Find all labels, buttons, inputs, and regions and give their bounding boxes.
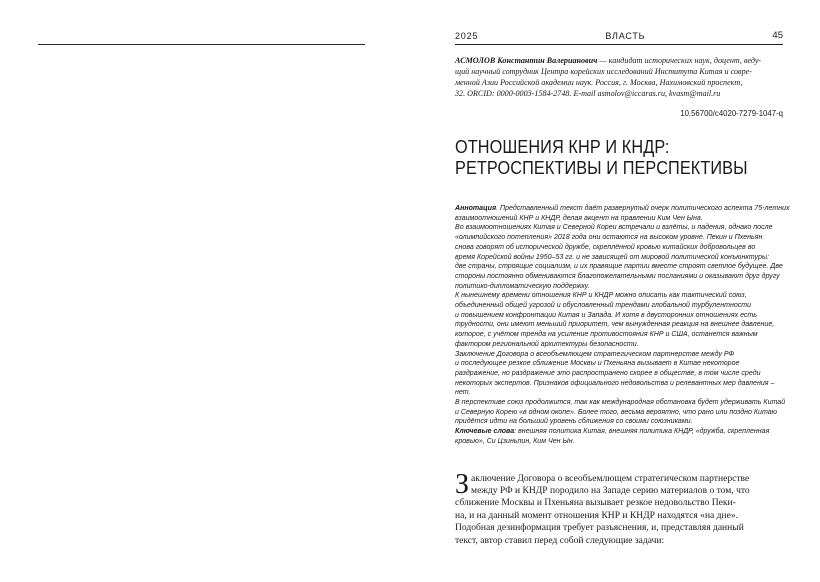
abstract-line: трудности, они имеют меньший приоритет, чем вынужденная реакция на внешнее давление, — [455, 321, 775, 329]
body-line: Подобная дезинформация требует разъяснения, и, представляя данный — [455, 522, 744, 534]
title-line: ОТНОШЕНИЯ КНР И КНДР: — [455, 136, 670, 157]
author-line: менной Азии Российской академии наук. Россия, г. Москва, Нахимовский проспект, — [455, 78, 743, 87]
keywords-line: кровью», Си Цзиньпин, Ким Чен Ын. — [455, 437, 575, 445]
abstract-line: раздражение, но раздражение это распространено скорее в обществе, в том числе среди — [455, 369, 761, 377]
body-line: сближение Москвы и Пхеньяна вызывает резкое недовольство Пеки- — [455, 497, 736, 509]
abstract-line: взаимоотношений КНР и КНДР, делая акцент на правлении Ким Чен Ына. — [455, 214, 703, 222]
abstract-line: политико-дипломатическую поддержку. — [455, 282, 590, 290]
body-line: текст, автор ставил перед собой следующие задачи: — [455, 534, 665, 546]
author-line: щий научный сотрудник Центра корейских исследований Института Китая и совре- — [455, 67, 752, 76]
journal-page — [455, 30, 790, 547]
article-body — [455, 468, 783, 547]
drop-cap: З — [455, 468, 470, 500]
abstract-line: В перспективе союз продолжится, так как международная обстановка будет удерживать Китай — [455, 399, 786, 407]
abstract-line: снова говорят об исторической дружбе, скреплённой кровью китайских добровольцев во — [455, 243, 756, 251]
header-journal: ВЛАСТЬ — [605, 31, 646, 41]
abstract-line: стороны постоянно обмениваются благопожелательными посланиями и оказывают друг другу — [455, 272, 780, 280]
abstract-line: и последующее резкое сближение Москвы и Пхеньяна вызывает в Китае некоторое — [455, 360, 740, 368]
article-title — [455, 136, 782, 178]
body-line: между РФ и КНДР породило на Западе серию материалов о том, что — [471, 484, 750, 496]
body-line: на, и на данный момент отношения КНР и КНДР находятся «на дне». — [455, 509, 739, 521]
abstract-line: некоторых экспертов. Признаков официального недовольства и релевантных мер давления – — [455, 379, 775, 387]
author-name: АСМОЛОВ Константин Валерианович — [455, 56, 598, 65]
header-page-number: 45 — [772, 30, 783, 41]
abstract-line: «олимпийского потепления» 2018 года они остаются на высоком уровне. Пекин и Пхеньян — [455, 234, 763, 242]
author-line: 32. ORCID: 0000-0003-1584-2748. E-mail asmolov@iccaras.ru, kvasm@mail.ru — [455, 89, 721, 98]
author-info — [455, 55, 783, 99]
abstract-line: две страны, строящие социализм, и их правящие партии вместе строят светлое будущее. Две — [455, 263, 783, 271]
header-year: 2025 — [455, 31, 479, 41]
abstract — [455, 204, 790, 447]
abstract-label: Аннотация — [455, 205, 497, 212]
body-line: аключение Договора о всеобъемлющем стратегическом партнерстве — [471, 472, 750, 484]
title-line: РЕТРОСПЕКТИВЫ И ПЕРСПЕКТИВЫ — [455, 157, 748, 178]
abstract-line: и повышением конфронтации Китая и Запада. И хотя в двусторонних отношениях есть — [455, 311, 758, 319]
abstract-line: придётся идти на больший уровень сближения со своими союзниками. — [455, 418, 693, 426]
abstract-line: фактором региональной архитектуры безопасности. — [455, 340, 639, 348]
keywords-line: : внешняя политика Китая, внешняя политика КНДР, «дружба, скрепленная — [514, 428, 770, 436]
left-page-rule — [38, 44, 365, 45]
abstract-line: и Северную Корею «в одном окопе». Более того, весьма вероятно, что рано или поздно Китаю — [455, 408, 777, 416]
abstract-line: которое, с учётом тренда на усиление противостояния КНР и США, останется важным — [455, 331, 758, 339]
abstract-line: Во взаимоотношениях Китая и Северной Кореи встречали и взлёты, и падения, однако после — [455, 224, 773, 232]
abstract-line: объединенный общей угрозой и обусловленный трендами глобальной турбулентности — [455, 302, 752, 310]
doi: 10.56700/c4020-7279-1047-q — [680, 109, 783, 118]
abstract-line: . Представленный текст даёт развернутый очерк политического аспекта 75-летних — [496, 205, 790, 212]
keywords-label: Ключевые слова — [455, 428, 515, 436]
abstract-line: К нынешнему времени отношения КНР и КНДР можно описать как тактический союз, — [455, 292, 747, 300]
abstract-line: время Корейской войны 1950–53 гг. и не зависящей от мировой политической конъюнктуры: — [455, 253, 770, 261]
abstract-line: нет. — [455, 389, 471, 397]
running-header — [455, 30, 783, 45]
abstract-line: Заключение Договора о всеобъемлющем стратегическом партнерстве между РФ — [455, 350, 735, 358]
author-line: — кандидат исторических наук, доцент, веду- — [597, 56, 762, 65]
